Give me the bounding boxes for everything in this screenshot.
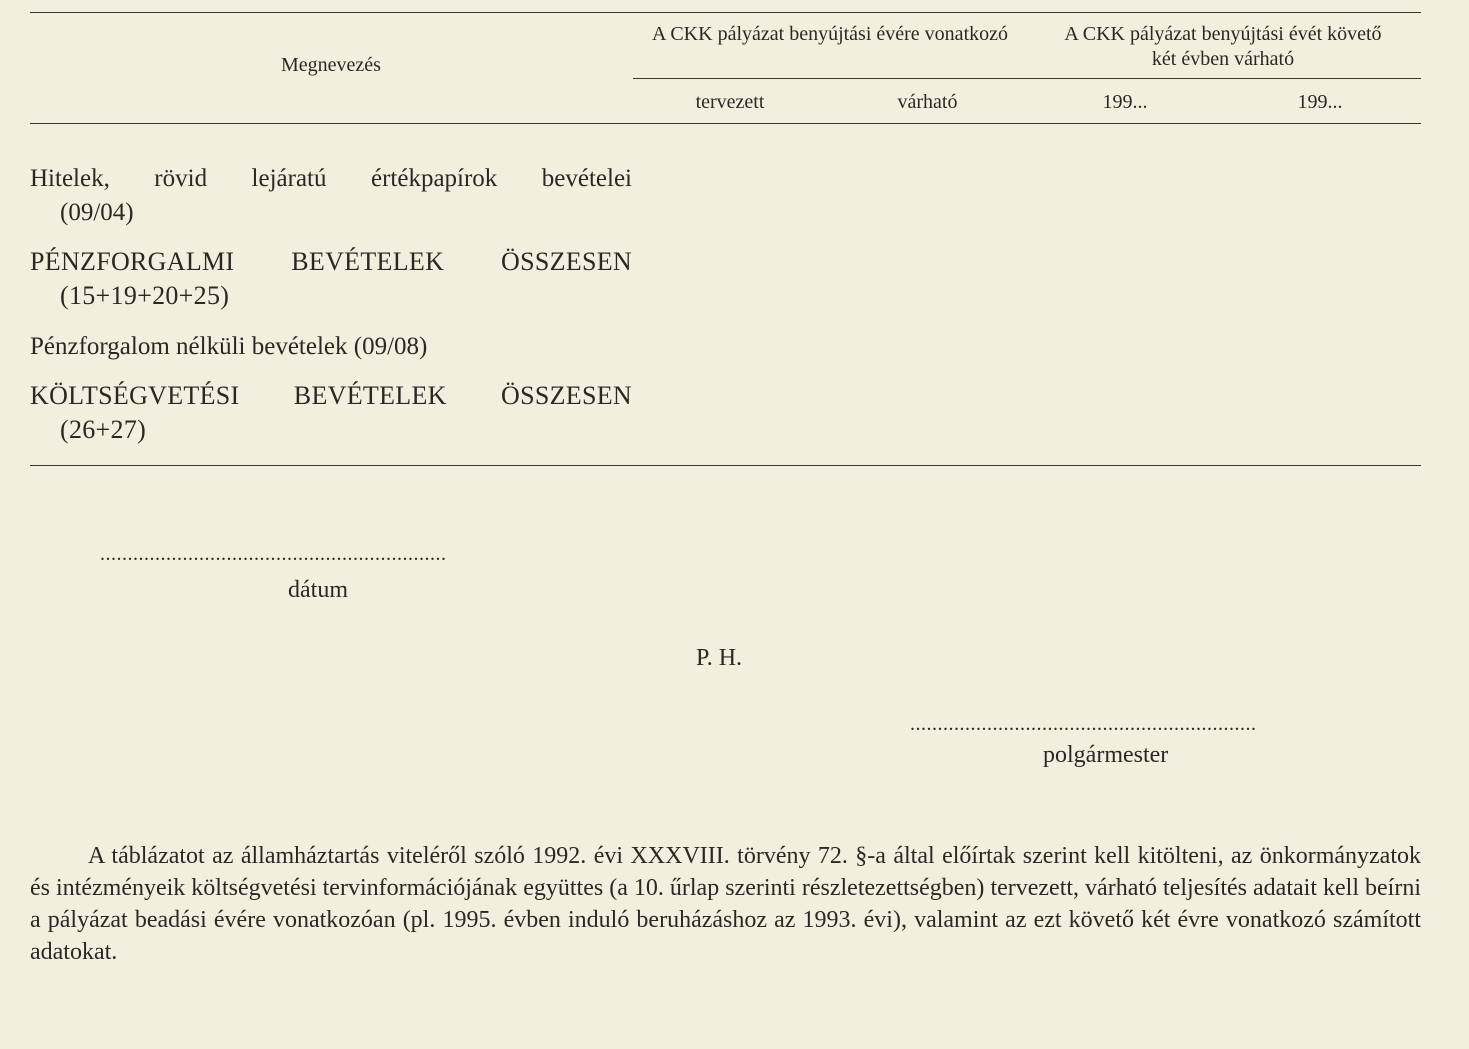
header-group-following-years bbox=[1025, 22, 1421, 72]
header-bottom-rule bbox=[30, 123, 1421, 124]
row-code: (09/04) bbox=[60, 199, 134, 226]
note-text: A táblázatot az államháztartás viteléről szóló 1992. évi XXXVIII. törvény 72. §-a által előírtak szerint kell kitölteni, az önkormányzatok és intézményeik költségvetési tervinformációjának együttes (a 10. űrlap szerinti részletezettségben) tervezett, várható teljesítés adatait kell beírni a pályázat beadási évére vonatkozóan (pl. 1995. évben induló beruházáshoz az 1993. évi), valamint az ezt követő két évre vonatkozó számított adatokat. bbox=[30, 843, 1421, 965]
header-group-rule bbox=[633, 78, 1421, 79]
table-row-cash-revenue-total bbox=[30, 245, 632, 313]
row-label-text: KÖLTSÉGVETÉSI BEVÉTELEK ÖSSZESEN bbox=[30, 381, 632, 410]
table-row-non-cash-revenue bbox=[30, 330, 632, 364]
subheader-planned: tervezett bbox=[695, 91, 765, 113]
row-label-text: Pénzforgalom nélküli bevételek (09/08) bbox=[30, 333, 428, 360]
header-group-following-years-line1: A CKK pályázat benyújtási évét követő bbox=[1064, 23, 1382, 45]
table-row-loans bbox=[30, 162, 632, 230]
header-group-submission-year bbox=[640, 22, 1020, 47]
subheader-expected: várható bbox=[897, 91, 958, 113]
stamp-label: P. H. bbox=[696, 645, 743, 671]
date-dotted-line: ............................................................... bbox=[100, 543, 447, 565]
row-code: (15+19+20+25) bbox=[60, 281, 230, 310]
table-top-rule bbox=[30, 12, 1421, 13]
date-label: dátum bbox=[288, 577, 348, 603]
header-group-submission-year-text: A CKK pályázat benyújtási évére vonatkozó bbox=[652, 23, 1008, 45]
table-row-budget-revenue-total bbox=[30, 379, 632, 447]
row-label-text: Hitelek, rövid lejáratú értékpapírok bevételei bbox=[30, 165, 632, 192]
header-name-column: Megnevezés bbox=[281, 54, 381, 76]
row-code: (26+27) bbox=[60, 415, 147, 444]
table-bottom-rule bbox=[30, 465, 1421, 466]
row-label-text: PÉNZFORGALMI BEVÉTELEK ÖSSZESEN bbox=[30, 247, 632, 276]
explanatory-note bbox=[30, 840, 1421, 968]
mayor-dotted-line: ............................................................... bbox=[910, 713, 1257, 735]
subheader-year-2: 199... bbox=[1297, 91, 1343, 113]
header-group-following-years-line2: két évben várható bbox=[1151, 48, 1295, 70]
mayor-label: polgármester bbox=[1043, 742, 1169, 768]
subheader-year-1: 199... bbox=[1102, 91, 1148, 113]
